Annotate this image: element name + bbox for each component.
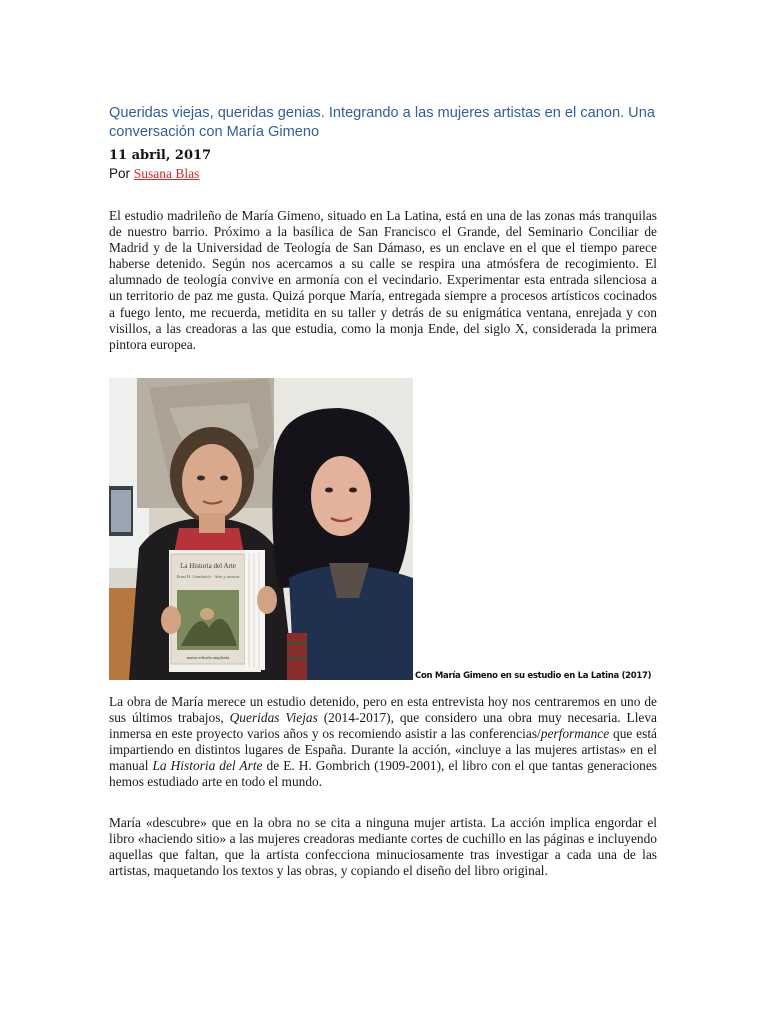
- paragraph-obra-text-2: (2014-2017), que considero una obra muy necesaria. Lleva inmersa en este proyecto varios años y os recomiendo asistir a las conferencias/: [109, 710, 658, 742]
- paragraph-obra-text-1: La obra de María merece un estudio detenido, pero en esta entrevista hoy nos centraremos en uno de sus últimos trabajos,: [109, 694, 657, 726]
- byline-prefix: Por: [109, 166, 131, 181]
- paragraph-obra: [109, 694, 657, 791]
- book-cover-title: La Historia del Arte: [180, 562, 236, 570]
- paragraph-obra-text-3: que está impartiendo en distintos lugares de España. Durante la acción, «incluye a las mujeres artistas» en el manual: [109, 726, 657, 774]
- article-title: Queridas viejas, queridas genias. Integrando a las mujeres artistas en el canon. Una conversación con María Gimeno: [109, 105, 655, 140]
- byline: [109, 166, 199, 182]
- performance-term: performance: [540, 726, 610, 742]
- article-date: 11 abril, 2017: [109, 148, 212, 163]
- paragraph-intro: El estudio madrileño de María Gimeno, situado en La Latina, está en una de las zonas más tranquilas de nuestro barrio. Próximo a la basílica de San Francisco el Grande, del Seminario Conciliar de Madrid y de la Universidad de Teología de San Dámaso, es un enclave en el que el tiempo parece haberse detenido. Según nos acercamos a su calle se respira una atmósfera de recogimiento. El alumnado de teología convive en armonía con el vecindario. Experimentar esta entrada silenciosa a un territorio de paz me gusta. Quizá porque María, entregada siempre a procesos artísticos cocinados a fuego lento, me recuerda, metidita en su taller y detrás de su enigmática ventana, enrejada y con visillos, a las creadoras a las que estudia, como la monja Ende, del siglo X, considerada la primera pintora europea.: [109, 208, 657, 352]
- artwork-title-queridas-viejas: Queridas Viejas: [229, 710, 318, 726]
- author-link[interactable]: Susana Blas: [133, 166, 200, 181]
- book-cover-edition: nueva edición ampliada: [186, 655, 230, 660]
- paragraph-obra-text-4: de E. H. Gombrich (1909-2001), el libro con el que tantas generaciones hemos estudiado arte en todo el mundo.: [109, 758, 657, 790]
- book-cover-author: Ernst H. Gombrich · Arte y artistas: [176, 574, 240, 579]
- book-title-historia-arte: La Historia del Arte: [152, 758, 263, 774]
- article-photo: [109, 378, 413, 680]
- paragraph-descubre: María «descubre» que en la obra no se cita a ninguna mujer artista. La acción implica engordar el libro «haciendo sitio» a las mujeres creadoras mediante cortes de cuchillo en las páginas e incluyendo aquellas que faltan, que la artista confecciona minuciosamente tras investigar a cada una de las artistas, maquetando los textos y las obras, y copiando el diseño del libro original.: [109, 815, 657, 879]
- photo-caption: Con María Gimeno en su estudio en La Latina (2017): [415, 671, 652, 681]
